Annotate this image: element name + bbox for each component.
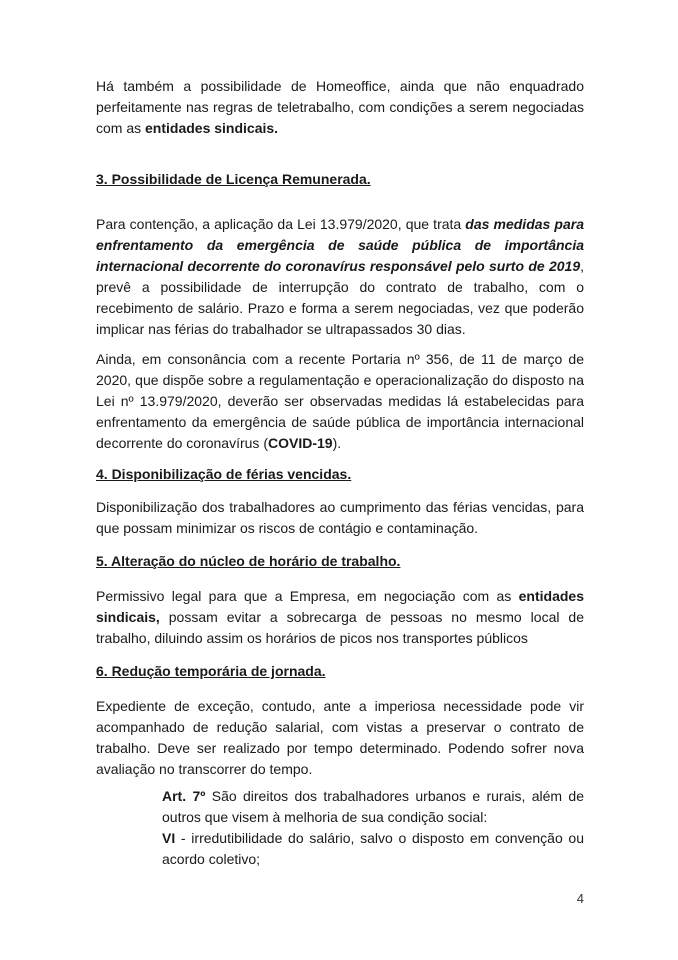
section-heading-5 <box>96 551 584 572</box>
text-run: Para contenção, a aplicação da Lei 13.979/2020, que trata <box>96 216 466 232</box>
text-run: Permissivo legal para que a Empresa, em negociação com as <box>96 588 519 604</box>
section-heading-4 <box>96 464 584 485</box>
section-heading-3 <box>96 169 584 190</box>
text-run: VI <box>162 830 176 846</box>
text-run: 3. Possibilidade de Licença Remunerada. <box>96 171 371 187</box>
quote-inciso-vi <box>162 828 584 870</box>
text-run: entidades sindicais. <box>145 120 279 136</box>
paragraph-reducao-jornada <box>96 696 584 780</box>
text-run: entidades sindicais, <box>96 588 584 625</box>
paragraph-homeoffice <box>96 76 584 139</box>
text-run: ). <box>332 435 342 451</box>
paragraph-lei-13979 <box>96 214 584 340</box>
text-run: Expediente de exceção, contudo, ante a imperiosa necessidade pode vir acompanhado de redução salarial, com vistas a preservar o contrato de trabalho. Deve ser realizado por tempo determinado. Podendo sofrer nova avaliação no transcorrer do tempo. <box>96 698 584 777</box>
quote-art-7 <box>162 786 584 828</box>
text-run: - irredutibilidade do salário, salvo o disposto em convenção ou acordo coletivo; <box>162 830 584 867</box>
paragraph-entidades-sindicais <box>96 586 584 649</box>
text-run: das medidas para enfrentamento da emergência de saúde pública de importância internacional decorrente do coronavírus responsável pelo surto de 2019 <box>96 216 584 274</box>
page-footer <box>96 888 584 909</box>
text-run: Art. 7º <box>162 788 212 804</box>
paragraph-ferias-vencidas <box>96 497 584 539</box>
text-run: , prevê a possibilidade de interrupção do contrato de trabalho, com o recebimento de salário. Prazo e forma a serem negociadas, vez que poderão implicar nas férias do trabalhador se ultrapassados 30 dias. <box>96 258 584 337</box>
paragraph-portaria-356 <box>96 349 584 454</box>
text-run: São direitos dos trabalhadores urbanos e rurais, além de outros que visem à melhoria de sua condição social: <box>162 788 584 825</box>
text-run: possam evitar a sobrecarga de pessoas no mesmo local de trabalho, diluindo assim os horários de picos nos transportes públicos <box>96 609 584 646</box>
text-run: Disponibilização dos trabalhadores ao cumprimento das férias vencidas, para que possam minimizar os riscos de contágio e contaminação. <box>96 499 584 536</box>
text-run: 4. Disponibilização de férias vencidas. <box>96 466 352 482</box>
section-heading-6 <box>96 661 584 682</box>
text-run: COVID-19 <box>267 435 333 451</box>
page-number: 4 <box>576 891 584 906</box>
text-run: Há também a possibilidade de Homeoffice, ainda que não enquadrado perfeitamente nas regras de teletrabalho, com condições a serem negociadas com as <box>96 78 584 136</box>
text-run: Ainda, em consonância com a recente Portaria nº 356, de 11 de março de 2020, que dispõe sobre a regulamentação e operacionalização do disposto na Lei nº 13.979/2020, deverão ser observadas medidas lá estabelecidas para enfrentamento da emergência de saúde pública de importância internacional decorrente do coronavírus ( <box>96 351 584 451</box>
text-run: 6. Redução temporária de jornada. <box>96 663 326 679</box>
text-run: 5. Alteração do núcleo de horário de trabalho. <box>96 553 401 569</box>
